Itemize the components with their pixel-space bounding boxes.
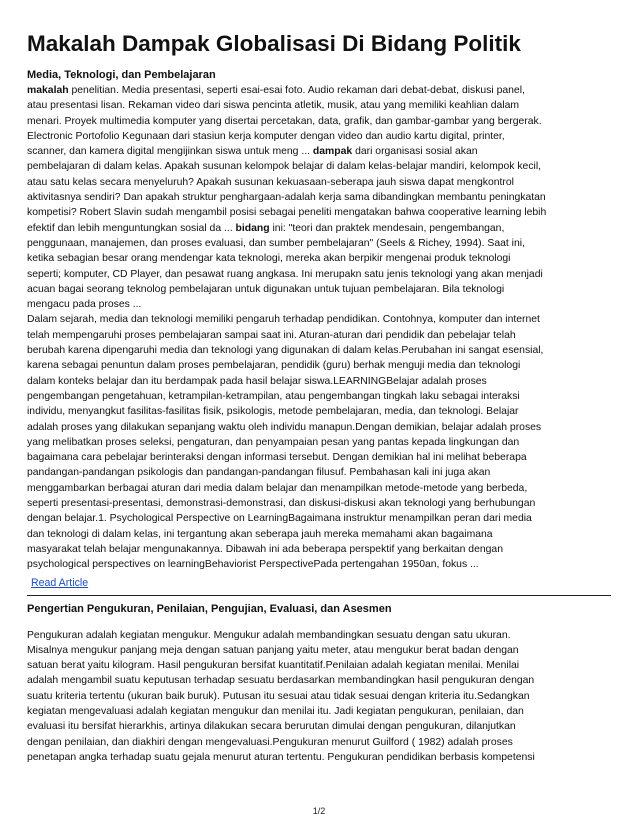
text-line: pandangan-pandangan psikologis dan pandangan-pandangan filusuf. Pembahasan kali ini juga akan <box>27 467 491 479</box>
text-line: Pengukuran adalah kegiatan mengukur. Mengukur adalah membandingkan sesuatu dengan satu ukuran. <box>27 629 511 641</box>
text-line: dengan belajar.1. Psychological Perspective on LearningBagaimana instruktur menampilkan peran dari media <box>27 513 532 525</box>
text-line: pengembangan pengetahuan, ketrampilan-ketrampilan, atau pengembangan tingkah laku sebagai interaksi <box>27 390 520 402</box>
document-page <box>27 30 611 765</box>
text-line: berubah karena dipengaruhi media dan teknologi yang digunakan di dalam kelas.Perubahan ini sangat esensial, <box>27 345 544 357</box>
text-span: penelitian. Media presentasi, seperti esai-esai foto. Audio rekaman dari debat-debat, diskusi panel, <box>68 85 525 96</box>
text-line: kompetisi? Robert Slavin sudah mengambil posisi sebagai peneliti mengatakan bahwa cooperative learning lebih <box>27 207 547 219</box>
text-span: scanner, dan kamera digital mengijinkan siswa untuk meng ... <box>27 146 313 158</box>
text-line: atau presentasi lisan. Rekaman video dari siswa pencinta atletik, musik, atau yang memiliki keahlian dalam <box>27 100 520 112</box>
text-line: Electronic Portofolio Kegunaan dari stasiun kerja komputer dengan video dan audio kartu digital, printer, <box>27 130 505 142</box>
text-line: Dalam sejarah, media dan teknologi memiliki pengaruh terhadap pendidikan. Contohnya, komputer dan internet <box>27 314 540 326</box>
text-line: bagaimana cara pebelajar berinteraksi dengan informasi tersebut. Dengan demikian hal ini melihat beberapa <box>27 452 527 464</box>
text-line: Misalnya mengukur panjang meja dengan satuan panjang yaitu meter, atau mengukur berat badan dengan <box>27 644 519 656</box>
keyword-highlight: bidang <box>235 222 270 234</box>
article-excerpt <box>27 83 611 573</box>
text-span: ini: "teori dan praktek mendesain, pengembangan, <box>269 222 505 234</box>
text-line: adalah mengambil suatu keputusan terhadap sesuatu berdasarkan membandingkan hasil pengukuran dengan <box>27 675 535 687</box>
text-line: dengan penilaian, dan diakhiri dengan mengevaluasi.Pengukuran menurut Guilford ( 1982) adalah proses <box>27 736 513 748</box>
text-line: acuan bagai seorang teknolog pembelajaran untuk digunakan untuk tujuan pembelajaran. Bila teknologi <box>27 283 505 295</box>
read-article-link[interactable]: Read Article <box>31 576 89 589</box>
article-2-title: Pengertian Pengukuran, Penilaian, Pengujian, Evaluasi, dan Asesmen <box>27 602 392 615</box>
text-span: efektif dan lebih menguntungkan sosial da ... <box>27 222 236 234</box>
article-title: Makalah Dampak Globalisasi Di Bidang Politik <box>27 31 521 56</box>
text-line: pembelajaran di dalam kelas. Apakah susunan kelompok belajar di dalam kelas-belajar mandiri, kelompok kecil, <box>27 161 542 173</box>
text-span: dari organisasi sosial akan <box>352 146 478 158</box>
text-line: yang melibatkan proses seleksi, pengaturan, dan penyampaian pesan yang pantas kepada lingkungan dan <box>27 436 520 448</box>
text-line: penetapan angka terhadap suatu gejala menurut aturan tertentu. Pengukuran pendidikan berbasis kompetensi <box>27 751 535 763</box>
text-line: individu, menyangkut fasilitas-fasilitas fisik, psikologis, metode pembelajaran, media, dan teknologi. Belajar <box>27 406 519 418</box>
text-line: seperti presentasi-presentasi, demonstrasi-demonstrasi, dan diskusi-diskusi akan teknologi yang berhubungan <box>27 498 536 510</box>
text-line: masyarakat telah belajar mengunakannya. Dibawah ini ada beberapa perspektif yang berkaitan dengan <box>27 543 503 555</box>
keyword-highlight: makalah <box>27 85 69 96</box>
text-line: menggambarkan berbagai aturan dari media dalam belajar dan menampilkan metode-metode yang berbeda, <box>27 482 528 494</box>
keyword-highlight: dampak <box>312 146 353 158</box>
text-line: satuan berat yaitu kilogram. Hasil pengukuran bersifat kuantitatif.Penilaian adalah kegiatan menilai. Menilai <box>27 660 520 672</box>
text-line: dan teknologi di dalam kelas, ini tergantung akan seberapa jauh mereka memahami akan bagaimana <box>27 528 493 540</box>
text-line: adalah proses yang dilakukan sepanjang waktu oleh individu manapun.Dengan demikian, belajar adalah proses <box>27 421 542 433</box>
text-line: menari. Proyek multimedia komputer yang disertai percetakan, data, grafik, dan gambar-gambar yang bergerak. <box>27 115 542 127</box>
text-line: aktivitasnya sendiri? Dan apakah struktur penghargaan-adalah kerja sama dibandingkan membantu peningkatan <box>27 192 546 204</box>
page-number: 1/2 <box>312 806 326 816</box>
text-line: seperti; komputer, CD Player, dan pesawat ruang angkasa. Ini merupakn satu jenis teknologi yang akan menjadi <box>27 268 543 280</box>
text-line: telah mempengaruhi proses pembelajaran sampai saat ini. Aturan-aturan dari pendidik dan pebelajar telah <box>27 329 516 341</box>
text-line: ketika sebagian besar orang mendengar kata teknologi, mereka akan berpikir mengenai produk teknologi <box>27 253 511 265</box>
text-line <box>27 221 611 236</box>
text-line: atau satu kelas secara menyeluruh? Apakah susunan kekuasaan-seberapa jauh siswa dapat mengkontrol <box>27 176 514 188</box>
article-2-excerpt <box>27 628 611 766</box>
text-line: kegiatan mengevaluasi adalah kegiatan mengukur dan menilai itu. Jadi kegiatan pengukuran, penilaian, dan <box>27 705 524 717</box>
article-subtitle: Media, Teknologi, dan Pembelajaran <box>27 69 216 81</box>
text-line: penggunaan, manajemen, dan proses evaluasi, dan sumber pembelajaran" (Seels & Richey, 1994). Saat ini, <box>27 237 525 249</box>
text-line: dalam konteks belajar dan itu berdampak pada hasil belajar siswa.LEARNINGBelajar adalah proses <box>27 375 487 387</box>
text-line: mengacu pada proses ... <box>27 299 142 311</box>
text-line: psychological perspectives on learningBehaviorist PerspectivePada pertengahan 1950an, fokus ... <box>27 559 479 571</box>
text-line <box>27 144 611 159</box>
section-divider <box>27 595 611 596</box>
text-line: evaluasi itu bersifat hierarkhis, artinya dilakukan secara berurutan dimulai dengan pengukuran, dilanjutkan <box>27 721 516 733</box>
text-line: karena sebagai penuntun dalam proses pembelajaran, pendidik (guru) berhak menguji media dan teknologi <box>27 360 521 372</box>
text-line: suatu kriteria tertentu (ukuran baik buruk). Putusan itu sesuai atau tidak sesuai dengan kriteria itu.Sedangkan <box>27 690 530 702</box>
text-line <box>27 83 611 98</box>
